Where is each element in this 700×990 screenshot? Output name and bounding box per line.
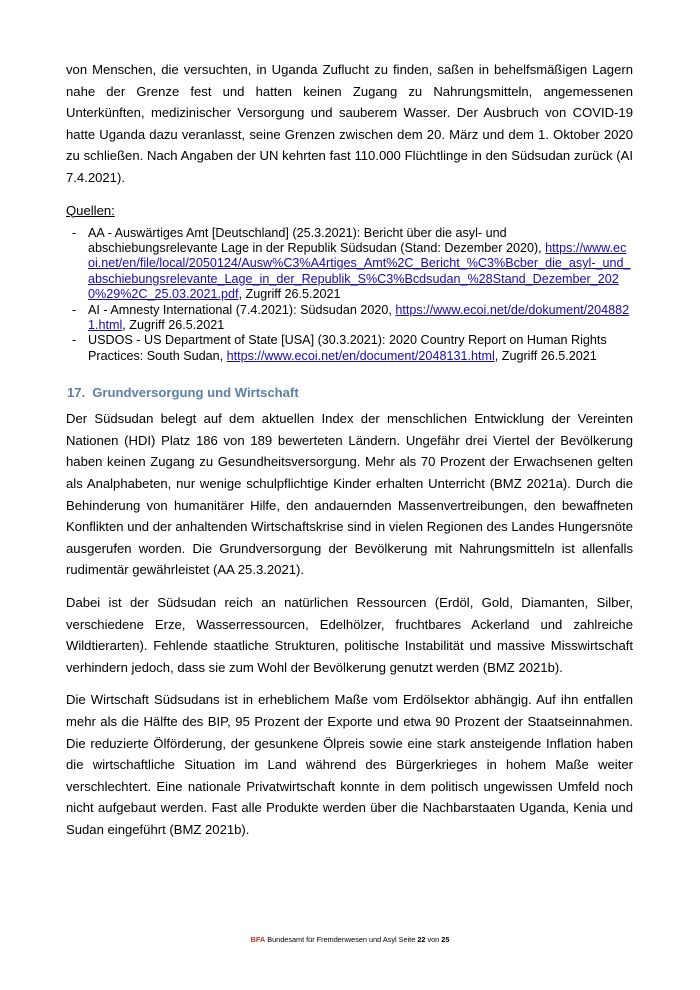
section-paragraph-2: Dabei ist der Südsudan reich an natürlichen Ressourcen (Erdöl, Gold, Diamanten, Silber, verschiedene Erze, Wasserressourcen, Edelhölzer, fruchtbares Ackerland und zahlreiche Wildtierarten). Fehlende staatliche Strukturen, politische Instabilität und massive Misswirtschaft verhindern jedoch, dass sie zum Wohl der Bevölkerung genutzt werden (BMZ 2021b). bbox=[66, 594, 633, 675]
source-item-usdos: - USDOS - US Department of State [USA] (30.3.2021): 2020 Country Report on Human Rights Practices: South Sudan, https://www.ecoi.net/en/document/2048131.html, Zugriff 26.5.2021 bbox=[72, 333, 607, 363]
section-heading bbox=[66, 384, 633, 402]
sources-list bbox=[66, 226, 633, 365]
section-number: 17. bbox=[67, 385, 86, 401]
footer-of-label: von bbox=[427, 935, 440, 944]
intro-paragraph: von Menschen, die versuchten, in Uganda Zuflucht zu finden, saßen in behelfsmäßigen Lagern nahe der Grenze fest und hatten keinen Zugang zu Nahrungsmitteln, angemessenen Unterkünften, medizinischer Versorgung und sauberem Wasser. Der Ausbruch von COVID-19 hatte Uganda dazu veranlasst, seine Grenzen zwischen dem 20. März und dem 1. Oktober 2020 zu schließen. Nach Angaben der UN kehrten fast 110.000 Flüchtlinge in den Südsudan zurück (AI 7.4.2021). bbox=[66, 62, 633, 185]
source-suffix: , Zugriff 26.5.2021 bbox=[238, 287, 341, 302]
footer-page-number: 22 bbox=[417, 935, 426, 944]
footer-page-label: Seite bbox=[398, 935, 416, 944]
bfa-logo: BFA bbox=[250, 935, 266, 944]
source-text: USDOS - US Department of State [USA] (30.3.2021): 2020 Country Report on Human Rights Practices: South Sudan, bbox=[88, 333, 607, 363]
section-title: Grundversorgung und Wirtschaft bbox=[92, 385, 299, 401]
footer-agency: Bundesamt für Fremdenwesen und Asyl bbox=[267, 935, 397, 944]
section-paragraph-3: Die Wirtschaft Südsudans ist in erheblichem Maße vom Erdölsektor abhängig. Auf ihn entfallen mehr als die Hälfte des BIP, 95 Prozent der Exporte und etwa 90 Prozent der Staatseinnahmen. Die reduzierte Ölförderung, der gesunkene Ölpreis sowie eine stark ansteigende Inflation haben die wirtschaftliche Situation im Land während des Bürgerkrieges in hohem Maße weiter verschlechtert. Eine nationale Privatwirtschaft konnte in dem politisch ungewissen Umfeld noch nicht aufgebaut werden. Fast alle Produkte werden über die Nachbarstaaten Uganda, Kenia und Sudan eingeführt (BMZ 2021b). bbox=[66, 692, 633, 837]
source-text: AI - Amnesty International (7.4.2021): Südsudan 2020, bbox=[88, 302, 396, 317]
section-paragraph-1: Der Südsudan belegt auf dem aktuellen Index der menschlichen Entwicklung der Vereinten Nationen (HDI) Platz 186 von 189 bewerteten Ländern. Ungefähr drei Viertel der Bevölkerung haben keinen Zugang zu Gesundheitsversorgung. Mehr als 70 Prozent der Erwachsenen gelten als Analphabeten, nur wenige schulpflichtige Kinder erhalten Unterricht (BMZ 2021a). Durch die Behinderung von humanitärer Hilfe, den andauernden Massenvertreibungen, den bewaffneten Konflikten und der anhaltenden Wirtschaftskrise sind in vielen Regionen des Landes Hungersnöte ausgerufen worden. Die Grundversorgung der Bevölkerung mit Nahrungsmitteln ist allenfalls rudimentär gewährleistet (AA 25.3.2021). bbox=[66, 411, 633, 578]
source-item-aa: - AA - Auswärtiges Amt [Deutschland] (25.3.2021): Bericht über die asyl- und abschiebungsrelevante Lage in der Republik Südsudan (Stand: Dezember 2020), https://www.ecoi.net/en/file/local/2050124/Ausw%C3%A4rtiges_Amt%2C_Bericht_%C3%Bcber_die_asyl-_und_abschiebungsrelevante_Lage_in_der_Republik_S%C3%Bcdsudan_%28Stand_Dezember_2020%29%2C_25.03.2021.pdf, Zugriff 26.5.2021 bbox=[72, 225, 631, 302]
source-link[interactable]: https://www.ecoi.net/en/file/local/2050124/Ausw%C3%A4rtiges_Amt%2C_Bericht_%C3%Bcber_die_asyl-_und_abschiebungsrelevante_Lage_in_der_Republik_S%C3%Bcdsudan_%28Stand_Dezember_2020%29%2C_25.03.2021.pdf bbox=[88, 240, 631, 302]
source-suffix: , Zugriff 26.5.2021 bbox=[122, 318, 225, 332]
source-text: AA - Auswärtiges Amt [Deutschland] (25.3.2021): Bericht über die asyl- und abschiebungsrelevante Lage in der Republik Südsudan (Stand: Dezember 2020), bbox=[88, 225, 546, 255]
source-item-ai: - AI - Amnesty International (7.4.2021): Südsudan 2020, https://www.ecoi.net/de/dokument/2048821.html, Zugriff 26.5.2021 bbox=[72, 302, 630, 332]
source-link[interactable]: https://www.ecoi.net/en/document/2048131.html bbox=[226, 348, 495, 363]
sources-heading: Quellen: bbox=[66, 202, 115, 218]
footer-page-total: 25 bbox=[441, 935, 450, 944]
document-page bbox=[66, 59, 633, 841]
source-suffix: , Zugriff 26.5.2021 bbox=[494, 348, 597, 363]
source-link[interactable]: https://www.ecoi.net/de/dokument/2048821.html bbox=[88, 302, 630, 332]
page-footer bbox=[0, 935, 700, 944]
